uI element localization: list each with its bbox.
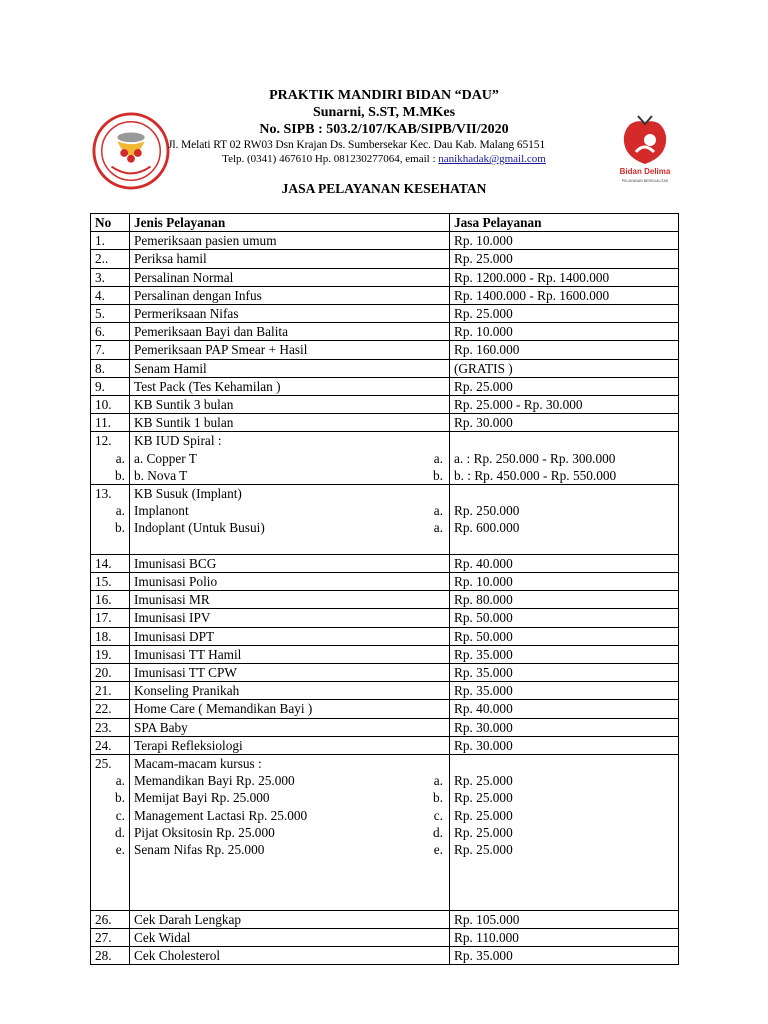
row-service: Cek Cholesterol xyxy=(130,947,450,965)
row-service-cell xyxy=(130,485,450,555)
bidan-delima-tagline: PELAYANAN BERKUALITAS xyxy=(621,179,669,183)
row-price: (GRATIS ) xyxy=(450,359,679,377)
row-price: Rp. 30.000 xyxy=(450,736,679,754)
row-service: SPA Baby xyxy=(130,718,450,736)
row-service: Persalinan dengan Infus xyxy=(130,286,450,304)
row-service: Pemeriksaan pasien umum xyxy=(130,232,450,250)
row-service: KB Suntik 1 bulan xyxy=(130,414,450,432)
blank-line xyxy=(95,858,125,875)
blank-line xyxy=(134,875,445,892)
table-row xyxy=(91,286,679,304)
row-service: Macam-macam kursus : xyxy=(134,755,262,771)
blank-line xyxy=(454,858,674,875)
sub-letter: b. xyxy=(115,467,125,483)
sub-letter-right: b. xyxy=(433,467,443,483)
row-service: KB IUD Spiral : xyxy=(134,433,222,449)
row-price: Rp. 30.000 xyxy=(450,414,679,432)
sub-letter: d. xyxy=(115,824,125,840)
table-row xyxy=(91,700,679,718)
table-body xyxy=(91,232,679,965)
table-row xyxy=(91,645,679,663)
row-price: Rp. 110.000 xyxy=(450,928,679,946)
row-service: Imunisasi BCG xyxy=(130,554,450,572)
table-row-group xyxy=(91,754,679,910)
sub-letter: a. xyxy=(115,450,125,466)
row-no: 28. xyxy=(91,947,130,965)
row-no: 20. xyxy=(91,663,130,681)
row-no: 9. xyxy=(91,377,130,395)
sub-service-line xyxy=(134,772,445,789)
row-service: KB Susuk (Implant) xyxy=(134,486,242,501)
sub-price: Rp. 600.000 xyxy=(454,520,520,536)
row-no: 19. xyxy=(91,645,130,663)
row-no: 4. xyxy=(91,286,130,304)
sub-letter-right: a. xyxy=(433,450,443,466)
table-row xyxy=(91,554,679,572)
sub-service: Management Lactasi Rp. 25.000 xyxy=(134,807,308,823)
row-service: Home Care ( Memandikan Bayi ) xyxy=(130,700,450,718)
row-price: Rp. 35.000 xyxy=(450,947,679,965)
sub-letter: b. xyxy=(115,520,125,536)
table-row xyxy=(91,572,679,590)
row-service: Permeriksaan Nifas xyxy=(130,305,450,323)
row-price: Rp. 10.000 xyxy=(450,572,679,590)
sub-service-line xyxy=(134,841,445,858)
row-no-cell xyxy=(91,754,130,910)
sub-service-line xyxy=(134,789,445,806)
row-price-blank xyxy=(454,485,674,502)
table-row xyxy=(91,718,679,736)
sub-service-line xyxy=(134,824,445,841)
sub-price: Rp. 25.000 xyxy=(454,841,513,857)
row-service: Pemeriksaan Bayi dan Balita xyxy=(130,323,450,341)
row-price: Rp. 35.000 xyxy=(450,682,679,700)
sub-service-line xyxy=(134,807,445,824)
blank-line xyxy=(454,892,674,909)
row-price-cell xyxy=(450,754,679,910)
sub-service: Implanont xyxy=(134,503,189,519)
table-row xyxy=(91,232,679,250)
row-price: Rp. 80.000 xyxy=(450,591,679,609)
license-number: No. SIPB : 503.2/107/KAB/SIPB/VII/2020 xyxy=(259,122,509,137)
blank-line xyxy=(95,875,125,892)
sub-letter-right: a. xyxy=(433,520,443,536)
row-price-blank xyxy=(454,755,674,772)
row-service: KB Suntik 3 bulan xyxy=(130,396,450,414)
row-service: Imunisasi MR xyxy=(130,591,450,609)
midwife-name: Sunarni, S.ST, M.MKes xyxy=(312,105,456,120)
sub-letter-right: d. xyxy=(433,824,443,840)
sub-price: Rp. 25.000 xyxy=(454,773,513,789)
row-no: 11. xyxy=(91,414,130,432)
row-price: Rp. 25.000 xyxy=(450,250,679,268)
table-row xyxy=(91,341,679,359)
row-no: 10. xyxy=(91,396,130,414)
row-service: Cek Widal xyxy=(130,928,450,946)
table-row-group xyxy=(91,432,679,485)
sub-price: a. : Rp. 250.000 - Rp. 300.000 xyxy=(454,450,616,466)
row-price: Rp. 35.000 xyxy=(450,645,679,663)
service-price-table xyxy=(90,213,679,965)
row-no: 8. xyxy=(91,359,130,377)
blank-line xyxy=(134,858,445,875)
sub-service-line xyxy=(134,519,445,536)
row-no: 13. xyxy=(95,486,112,501)
table-row xyxy=(91,250,679,268)
row-service: Test Pack (Tes Kehamilan ) xyxy=(130,377,450,395)
bidan-delima-title: Bidan Delima xyxy=(619,167,671,176)
table-row xyxy=(91,323,679,341)
row-price: Rp. 10.000 xyxy=(450,232,679,250)
sub-letter: a. xyxy=(115,503,125,519)
sub-letter-right: e. xyxy=(433,841,443,857)
row-no: 22. xyxy=(91,700,130,718)
sub-service-line xyxy=(134,450,445,467)
row-no: 23. xyxy=(91,718,130,736)
row-no-cell xyxy=(91,485,130,555)
row-no: 18. xyxy=(91,627,130,645)
row-price: Rp. 35.000 xyxy=(450,663,679,681)
sub-service: b. Nova T xyxy=(134,467,188,483)
table-row-group xyxy=(91,485,679,555)
row-service: Imunisasi Polio xyxy=(130,572,450,590)
row-price: Rp. 40.000 xyxy=(450,554,679,572)
sub-service: Memijat Bayi Rp. 25.000 xyxy=(134,790,270,806)
row-price: Rp. 25.000 xyxy=(450,377,679,395)
sub-price: Rp. 25.000 xyxy=(454,824,513,840)
blank-line xyxy=(134,537,445,554)
col-header-service: Jenis Pelayanan xyxy=(130,214,450,232)
row-no: 21. xyxy=(91,682,130,700)
row-service: Senam Hamil xyxy=(130,359,450,377)
table-row xyxy=(91,377,679,395)
sub-letter-right: a. xyxy=(433,773,443,789)
row-no: 12. xyxy=(95,433,112,449)
table-row xyxy=(91,663,679,681)
blank-line xyxy=(95,537,125,554)
row-service: Pemeriksaan PAP Smear + Hasil xyxy=(130,341,450,359)
section-title: JASA PELAYANAN KESEHATAN xyxy=(281,181,487,196)
row-no: 15. xyxy=(91,572,130,590)
row-price: Rp. 105.000 xyxy=(450,910,679,928)
row-price: Rp. 10.000 xyxy=(450,323,679,341)
contact-line xyxy=(0,153,768,165)
table-row xyxy=(91,736,679,754)
blank-line xyxy=(454,537,674,554)
row-no: 24. xyxy=(91,736,130,754)
blank-line xyxy=(454,875,674,892)
sub-service: Indoplant (Untuk Busui) xyxy=(134,520,265,536)
table-header-row xyxy=(91,214,679,232)
table-row xyxy=(91,359,679,377)
row-no: 3. xyxy=(91,268,130,286)
email-link[interactable]: nanikhadak@gmail.com xyxy=(438,153,546,165)
row-price: Rp. 25.000 xyxy=(450,305,679,323)
sub-service-line xyxy=(134,467,445,484)
practice-title: PRAKTIK MANDIRI BIDAN “DAU” xyxy=(269,88,499,103)
sub-service: Senam Nifas Rp. 25.000 xyxy=(134,841,265,857)
row-no: 5. xyxy=(91,305,130,323)
sub-letter-right: c. xyxy=(433,807,443,823)
sub-letter: b. xyxy=(115,790,125,806)
table-row xyxy=(91,682,679,700)
table-row xyxy=(91,591,679,609)
row-no: 17. xyxy=(91,609,130,627)
sub-letter: a. xyxy=(115,773,125,789)
row-no-cell xyxy=(91,432,130,485)
sub-letter: e. xyxy=(115,841,125,857)
table-row xyxy=(91,910,679,928)
row-price: Rp. 40.000 xyxy=(450,700,679,718)
row-service: Imunisasi IPV xyxy=(130,609,450,627)
blank-line xyxy=(134,892,445,909)
col-header-price: Jasa Pelayanan xyxy=(450,214,679,232)
row-service-cell xyxy=(130,754,450,910)
sub-service: Pijat Oksitosin Rp. 25.000 xyxy=(134,824,275,840)
row-no: 14. xyxy=(91,554,130,572)
row-no: 16. xyxy=(91,591,130,609)
row-service-cell xyxy=(130,432,450,485)
row-service: Cek Darah Lengkap xyxy=(130,910,450,928)
row-no: 2.. xyxy=(91,250,130,268)
table-row xyxy=(91,268,679,286)
row-price: Rp. 1200.000 - Rp. 1400.000 xyxy=(450,268,679,286)
row-price: Rp. 1400.000 - Rp. 1600.000 xyxy=(450,286,679,304)
row-no: 26. xyxy=(91,910,130,928)
phone-text: Telp. (0341) 467610 Hp. 081230277064, email : xyxy=(222,153,439,165)
sub-service: a. Copper T xyxy=(134,450,197,466)
row-service: Imunisasi TT Hamil xyxy=(130,645,450,663)
table-row xyxy=(91,627,679,645)
table-row xyxy=(91,305,679,323)
sub-price: Rp. 25.000 xyxy=(454,807,513,823)
table-row xyxy=(91,928,679,946)
row-price-cell xyxy=(450,485,679,555)
blank-line xyxy=(95,892,125,909)
sub-price: Rp. 250.000 xyxy=(454,503,520,519)
col-header-no: No xyxy=(91,214,130,232)
table-row xyxy=(91,947,679,965)
row-price: Rp. 160.000 xyxy=(450,341,679,359)
row-service: Imunisasi TT CPW xyxy=(130,663,450,681)
row-no: 1. xyxy=(91,232,130,250)
row-price: Rp. 50.000 xyxy=(450,609,679,627)
sub-letter-right: a. xyxy=(433,503,443,519)
sub-service: Memandikan Bayi Rp. 25.000 xyxy=(134,773,295,789)
table-row xyxy=(91,609,679,627)
address: Jl. Melati RT 02 RW03 Dsn Krajan Ds. Sumbersekar Kec. Dau Kab. Malang 65151 xyxy=(168,139,546,151)
row-service: Imunisasi DPT xyxy=(130,627,450,645)
row-price: Rp. 50.000 xyxy=(450,627,679,645)
row-no: 25. xyxy=(95,755,112,771)
row-no: 7. xyxy=(91,341,130,359)
row-no: 27. xyxy=(91,928,130,946)
sub-letter: c. xyxy=(115,807,125,823)
row-service: Terapi Refleksiologi xyxy=(130,736,450,754)
row-service: Persalinan Normal xyxy=(130,268,450,286)
sub-price: b. : Rp. 450.000 - Rp. 550.000 xyxy=(454,467,617,483)
row-service: Periksa hamil xyxy=(130,250,450,268)
table-row xyxy=(91,414,679,432)
sub-service-line xyxy=(134,502,445,519)
row-no: 6. xyxy=(91,323,130,341)
sub-price: Rp. 25.000 xyxy=(454,790,513,806)
row-service: Konseling Pranikah xyxy=(130,682,450,700)
row-price: Rp. 30.000 xyxy=(450,718,679,736)
row-price-blank xyxy=(454,432,674,449)
table-row xyxy=(91,396,679,414)
row-price: Rp. 25.000 - Rp. 30.000 xyxy=(450,396,679,414)
row-price-cell xyxy=(450,432,679,485)
sub-letter-right: b. xyxy=(433,790,443,806)
